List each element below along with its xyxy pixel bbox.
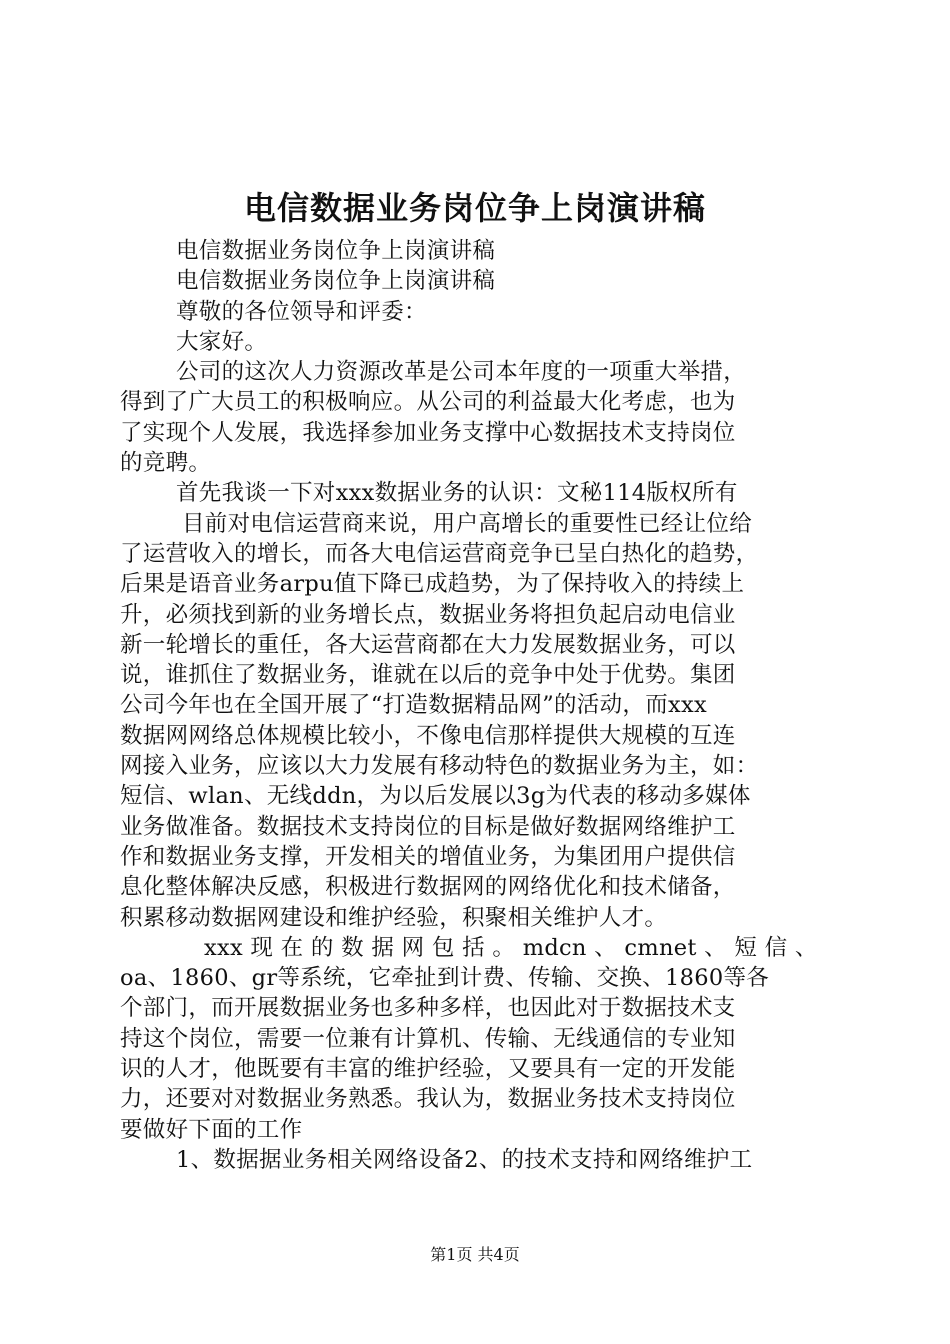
text-line: 目前对电信运营商来说，用户高增长的重要性已经让位给 <box>182 510 753 537</box>
text-line: 尊敬的各位领导和评委： <box>176 298 427 325</box>
document-body <box>120 236 832 1175</box>
text-line: 公司今年也在全国开展了“打造数据精品网”的活动，而xxx <box>120 692 707 719</box>
text-line: 了运营收入的增长，而各大电信运营商竞争已呈白热化的趋势， <box>120 540 759 567</box>
page-indicator: 第1页 共4页 <box>430 1245 520 1264</box>
document-title: 电信数据业务岗位争上岗演讲稿 <box>243 189 706 227</box>
text-line: 网接入业务，应该以大力发展有移动特色的数据业务为主，如： <box>120 753 759 780</box>
text-line: 说，谁抓住了数据业务，谁就在以后的竞争中处于优势。集团 <box>120 662 736 689</box>
text-line: 后果是语音业务arpu值下降已成趋势，为了保持收入的持续上 <box>120 571 745 598</box>
text-line: 大家好。 <box>176 328 268 355</box>
text-line: 个部门，而开展数据业务也多种多样，也因此对于数据技术支 <box>120 995 736 1022</box>
text-line: 要做好下面的工作 <box>120 1116 303 1143</box>
text-line: 业务做准备。数据技术支持岗位的目标是做好数据网络维护工 <box>120 813 736 840</box>
text-line: 短信、wlan、无线ddn，为以后发展以3g为代表的移动多媒体 <box>120 783 751 810</box>
text-line: 了实现个人发展，我选择参加业务支撑中心数据技术支持岗位 <box>120 419 736 446</box>
text-line: 电信数据业务岗位争上岗演讲稿 <box>176 268 496 295</box>
text-line: 数据网网络总体规模比较小，不像电信那样提供大规模的互连 <box>120 722 736 749</box>
text-line: 新一轮增长的重任，各大运营商都在大力发展数据业务，可以 <box>120 631 736 658</box>
text-line: 力，还要对对数据业务熟悉。我认为，数据业务技术支持岗位 <box>120 1086 736 1113</box>
text-line: 识的人才，他既要有丰富的维护经验，又要具有一定的开发能 <box>120 1056 736 1083</box>
text-line: xxx 现 在 的 数 据 网 包 括 。 mdcn 、 cmnet 、 短 信 、 <box>204 934 818 961</box>
text-line: 电信数据业务岗位争上岗演讲稿 <box>176 238 496 264</box>
text-line: 1、数据据业务相关网络设备2、的技术支持和网络维护工 <box>176 1146 753 1173</box>
text-line: 的竞聘。 <box>120 450 212 477</box>
text-line: 持这个岗位，需要一位兼有计算机、传输、无线通信的专业知 <box>120 1025 736 1052</box>
text-line: oa、1860、gr等系统，它牵扯到计费、传输、交换、1860等各 <box>120 965 770 992</box>
text-line: 作和数据业务支撑，开发相关的增值业务，为集团用户提供信 <box>120 843 736 870</box>
text-line: 公司的这次人力资源改革是公司本年度的一项重大举措， <box>176 359 747 386</box>
text-line: 积累移动数据网建设和维护经验，积聚相关维护人才。 <box>120 904 668 931</box>
text-line: 得到了广大员工的积极响应。从公司的利益最大化考虑，也为 <box>120 389 736 416</box>
text-line: 首先我谈一下对xxx数据业务的认识：文秘114版权所有 <box>176 480 738 507</box>
text-line: 息化整体解决反感，积极进行数据网的网络优化和技术储备， <box>120 874 736 901</box>
text-line: 升，必须找到新的业务增长点，数据业务将担负起启动电信业 <box>120 601 736 628</box>
